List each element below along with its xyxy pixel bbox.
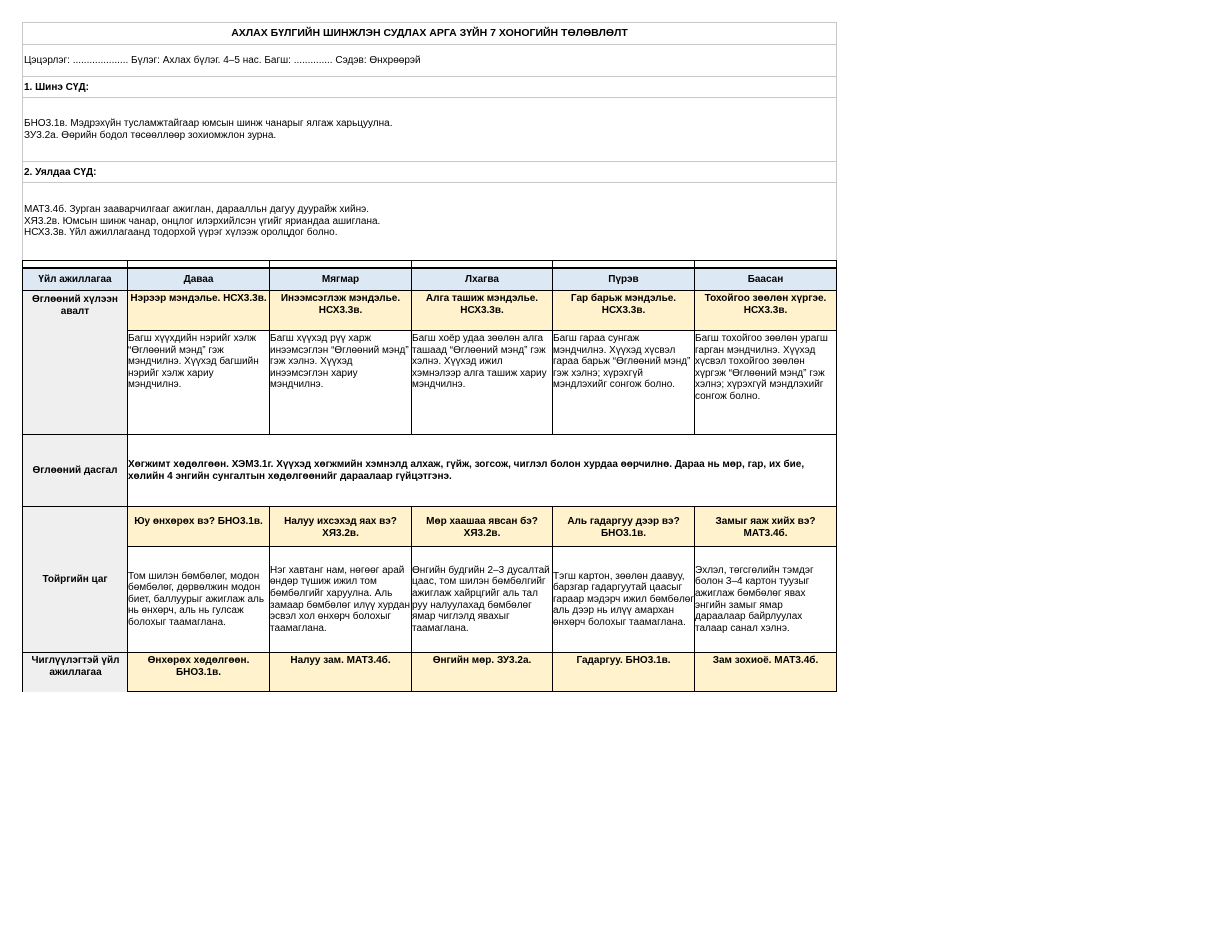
col-header-day: Мягмар xyxy=(269,268,412,291)
greeting-text: Багш хүүхдийн нэрийг хэлж “Өглөөний мэнд” гэж мэндчилнэ. Хүүхэд багшийн нэрийг хэлж хариу мэндчилнэ. xyxy=(127,330,270,435)
section1-content xyxy=(24,118,834,158)
greeting-title: Инээмсэглэж мэндэлье. НСХ3.3в. xyxy=(269,290,412,331)
row-label-focused-activity: Чиглүүлэгтэй үйл ажиллагаа xyxy=(22,652,128,692)
spacer-row xyxy=(22,260,837,268)
row-label-morning-exercise: Өглөөний дасгал xyxy=(22,434,128,507)
section2-label-row xyxy=(22,161,837,182)
focused-title: Гадаргуу. БНО3.1в. xyxy=(552,652,695,692)
header-info: Цэцэрлэг: .................... Бүлэг: Ахлах бүлэг. 4–5 нас. Багш: .............. Сэдэв: Өнхрөөрэй xyxy=(24,55,421,67)
circle-title: Налуу ихсэхэд яах вэ? ХЯ3.2в. xyxy=(269,506,412,547)
row-label-morning-greeting: Өглөөний хүлээн авалт xyxy=(22,290,128,435)
section1-line: ЗУ3.2а. Өөрийн бодол төсөөллөөр зохиомжлон зурна. xyxy=(24,129,277,141)
spacer-cell xyxy=(22,260,128,268)
section2-line: МАТ3.4б. Зурган зааварчилгааг ажиглан, дараалльн дагуу дуурайж хийнэ. xyxy=(24,204,370,215)
row-label-circle-time: Тойргийн цаг xyxy=(22,506,128,653)
spacer-cell xyxy=(127,260,270,268)
focused-title: Өнгийн мөр. ЗУ3.2а. xyxy=(411,652,553,692)
spacer-cell xyxy=(411,260,553,268)
col-header-day: Баасан xyxy=(694,268,837,291)
page-title: АХЛАХ БҮЛГИЙН ШИНЖЛЭН СУДЛАХ АРГА ЗҮЙН 7 ХОНОГИЙН ТӨЛӨВЛӨЛТ xyxy=(231,27,628,40)
circle-text: Эхлэл, төгсгөлийн тэмдэг болон 3–4 картон туузыг ажиглаж бөмбөлөг явах энгийн замыг ямар дараалаар байрлуулах талаар санал хэлнэ. xyxy=(694,546,837,653)
circle-text: Нэг хавтанг нам, нөгөөг арай өндөр түшиж ижил том бөмбөлгийг харуулна. Аль замаар бөмбөлөг илүү хурдан эсвэл хол өнхөрч болохыг таамаглана. xyxy=(269,546,412,653)
greeting-text: Багш тохойгоо зөөлөн урагш гарган мэндчилнэ. Хүүхэд хүсвэл тохойгоо зөөлөн хүргэж “Өглөөний мэнд” гэж хэлнэ; хүрэхгүй мэндлэхийг сонгож болно. xyxy=(694,330,837,435)
section1-line: БНО3.1в. Мэдрэхүйн тусламжтайгаар юмсын шинж чанарыг ялгаж харьцуулна. xyxy=(24,118,393,129)
greeting-text: Багш хоёр удаа зөөлөн алга ташаад “Өглөөний мэнд” гэж хэлнэ. Хүүхэд ижил хэмнэлээр алга ташиж хариу мэндчилнэ. xyxy=(411,330,553,435)
col-header-day: Пүрэв xyxy=(552,268,695,291)
circle-title: Юу өнхөрөх вэ? БНО3.1в. xyxy=(127,506,270,547)
greeting-text: Багш гараа сунгаж мэндчилнэ. Хүүхэд хүсвэл гараа барьж “Өглөөний мэнд” гэж хэлнэ; хүрэхгүй мэндлэхийг сонгож болно. xyxy=(552,330,695,435)
section1-label: 1. Шинэ СҮД: xyxy=(24,81,89,93)
section2-label: 2. Уялдаа СҮД: xyxy=(24,166,97,178)
greeting-title: Гар барьж мэндэлье. НСХ3.3в. xyxy=(552,290,695,331)
greeting-text: Багш хүүхэд рүү харж инээмсэглэн “Өглөөний мэнд” гэж хэлнэ. Хүүхэд инээмсэглэн хариу мэндчилнэ. xyxy=(269,330,412,435)
spacer-cell xyxy=(552,260,695,268)
spacer-cell xyxy=(694,260,837,268)
circle-text: Том шилэн бөмбөлөг, модон бөмбөлөг, дөрвөлжин модон биет, баллуурыг ажиглаж аль нь өнхөрч, аль нь гулсаж болохыг таамаглана. xyxy=(127,546,270,653)
focused-title: Налуу зам. МАТ3.4б. xyxy=(269,652,412,692)
morning-exercise-text: Хөгжимт хөдөлгөөн. ХЭМ3.1г. Хүүхэд хөгжмийн хэмнэлд алхаж, гүйж, зогсож, чиглэл болон хурдаа өөрчилнө. Дараа нь мөр, гар, их бие, хөлийн 4 энгийн сунгалтын хөдөлгөөнийг дараалаар гүйцэтгэнэ. xyxy=(127,434,837,507)
section2-content-row xyxy=(22,182,837,260)
col-header-day: Лхагва xyxy=(411,268,553,291)
title-row xyxy=(22,22,837,44)
section1-label-row xyxy=(22,76,837,97)
greeting-title: Алга ташиж мэндэлье. НСХ3.3в. xyxy=(411,290,553,331)
col-header-day: Даваа xyxy=(127,268,270,291)
greeting-title: Нэрээр мэндэлье. НСХ3.3в. xyxy=(127,290,270,331)
table-head-row xyxy=(22,268,837,291)
circle-title: Аль гадаргуу дээр вэ? БНО3.1в. xyxy=(552,506,695,547)
circle-text: Тэгш картон, зөөлөн даавуу, барзгар гадаргуутай цаасыг гараар мэдэрч ижил бөмбөлөг аль дээр нь илүү амархан өнхөрч болохыг таамаглана. xyxy=(552,546,695,653)
info-row xyxy=(22,44,837,76)
circle-title: Мөр хаашаа явсан бэ? ХЯ3.2в. xyxy=(411,506,553,547)
col-header-activity: Үйл ажиллагаа xyxy=(22,268,128,291)
spacer-cell xyxy=(269,260,412,268)
focused-title: Өнхөрөх хөдөлгөөн. БНО3.1в. xyxy=(127,652,270,692)
circle-text: Өнгийн будгийн 2–3 дусалтай цаас, том шилэн бөмбөлгийг ажиглаж хайрцгийг аль тал руу налуулахад бөмбөлөг ямар чиглэлд явахыг таамаглана. xyxy=(411,546,553,653)
section2-line: НСХ3.3в. Үйл ажиллагаанд тодорхой үүрэг хүлээж оролцдог болно. xyxy=(24,227,338,239)
focused-title: Зам зохиоё. МАТ3.4б. xyxy=(694,652,837,692)
section2-line: ХЯ3.2в. Юмсын шинж чанар, онцлог илэрхийлсэн үгийг яриандаа ашиглана. xyxy=(24,215,381,227)
greeting-title: Тохойгоо зөөлөн хүргэе. НСХ3.3в. xyxy=(694,290,837,331)
circle-title: Замыг яаж хийх вэ? МАТ3.4б. xyxy=(694,506,837,547)
section1-content-row xyxy=(22,97,837,161)
section2-content xyxy=(24,204,834,254)
